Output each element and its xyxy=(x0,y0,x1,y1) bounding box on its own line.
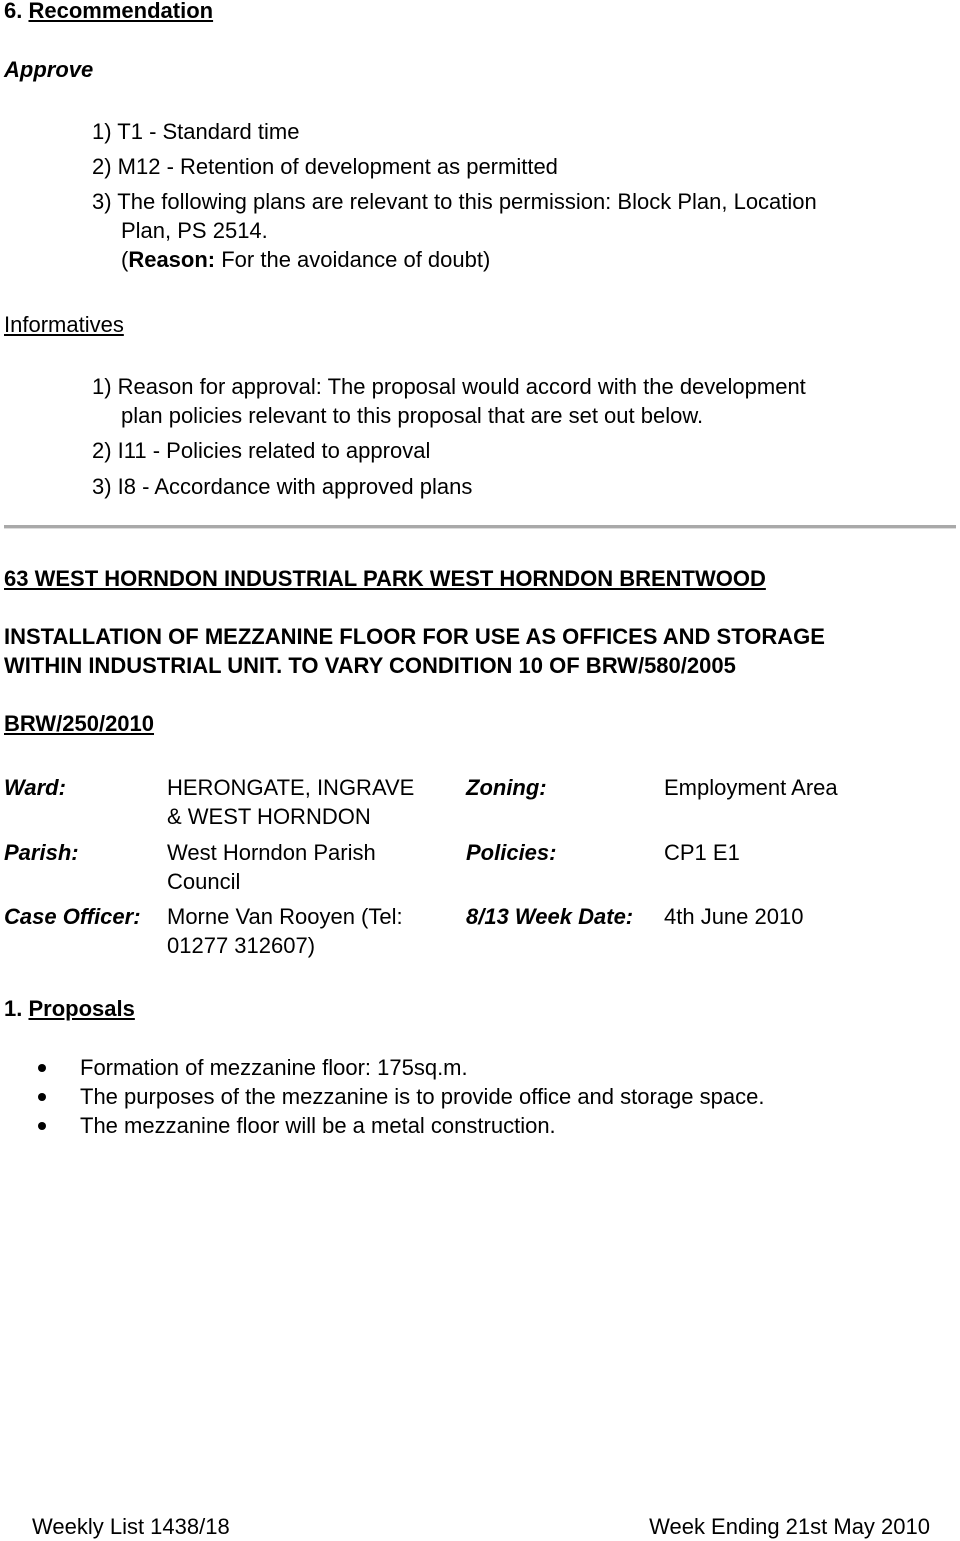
week-date-value: 4th June 2010 xyxy=(664,904,804,929)
policies-label: Policies: xyxy=(466,840,557,865)
application-description: INSTALLATION OF MEZZANINE FLOOR FOR USE AS OFFICES AND STORAGE xyxy=(4,624,825,649)
informative-item: 2) I11 - Policies related to approval xyxy=(92,438,431,463)
bullet-icon xyxy=(38,1064,46,1072)
list-item: Formation of mezzanine floor: 175sq.m. xyxy=(80,1055,468,1080)
recommendation-heading xyxy=(4,0,213,25)
section-number: 6. xyxy=(4,0,23,23)
zoning-value: Employment Area xyxy=(664,775,838,800)
parish-value: West Horndon Parish xyxy=(167,840,376,865)
informative-item-continued: plan policies relevant to this proposal that are set out below. xyxy=(121,403,704,428)
reason-text: For the avoidance of doubt) xyxy=(215,247,491,272)
condition-item: 2) M12 - Retention of development as permitted xyxy=(92,154,558,179)
informatives-heading: Informatives xyxy=(4,312,124,337)
parish-value-continued: Council xyxy=(167,869,241,894)
section-number: 1. xyxy=(4,996,23,1021)
footer-weekly-list: Weekly List 1438/18 xyxy=(32,1514,230,1539)
condition-item: 1) T1 - Standard time xyxy=(92,119,300,144)
ward-value: HERONGATE, INGRAVE xyxy=(167,775,415,800)
list-item: The mezzanine floor will be a metal construction. xyxy=(80,1113,556,1138)
application-reference: BRW/250/2010 xyxy=(4,711,155,736)
bullet-icon xyxy=(38,1122,46,1130)
condition-item: 3) The following plans are relevant to this permission: Block Plan, Location xyxy=(92,189,817,214)
reason-paren: ( xyxy=(121,247,129,272)
policies-value: CP1 E1 xyxy=(664,840,740,865)
case-officer-label: Case Officer: xyxy=(4,904,141,929)
informative-item: 3) I8 - Accordance with approved plans xyxy=(92,474,473,499)
ward-label: Ward: xyxy=(4,775,66,800)
proposals-heading xyxy=(4,994,135,1023)
section-divider xyxy=(4,525,956,529)
case-officer-value: Morne Van Rooyen (Tel: xyxy=(167,904,403,929)
parish-label: Parish: xyxy=(4,840,79,865)
section-title: Proposals xyxy=(28,996,135,1021)
condition-item-continued: Plan, PS 2514. xyxy=(121,218,268,243)
application-description-continued: WITHIN INDUSTRIAL UNIT. TO VARY CONDITION 10 OF BRW/580/2005 xyxy=(4,653,736,678)
decision-label: Approve xyxy=(4,57,94,82)
condition-reason xyxy=(121,245,490,274)
zoning-label: Zoning: xyxy=(466,775,547,800)
site-address: 63 WEST HORNDON INDUSTRIAL PARK WEST HORNDON BRENTWOOD xyxy=(4,566,766,591)
week-date-label: 8/13 Week Date: xyxy=(466,904,634,929)
case-officer-value-continued: 01277 312607) xyxy=(167,933,316,958)
footer-week-ending: Week Ending 21st May 2010 xyxy=(649,1514,930,1539)
informative-item: 1) Reason for approval: The proposal would accord with the development xyxy=(92,374,806,399)
bullet-icon xyxy=(38,1093,46,1101)
list-item: The purposes of the mezzanine is to provide office and storage space. xyxy=(80,1084,765,1109)
ward-value-continued: & WEST HORNDON xyxy=(167,804,371,829)
section-title: Recommendation xyxy=(28,0,214,23)
reason-label: Reason: xyxy=(128,247,216,272)
